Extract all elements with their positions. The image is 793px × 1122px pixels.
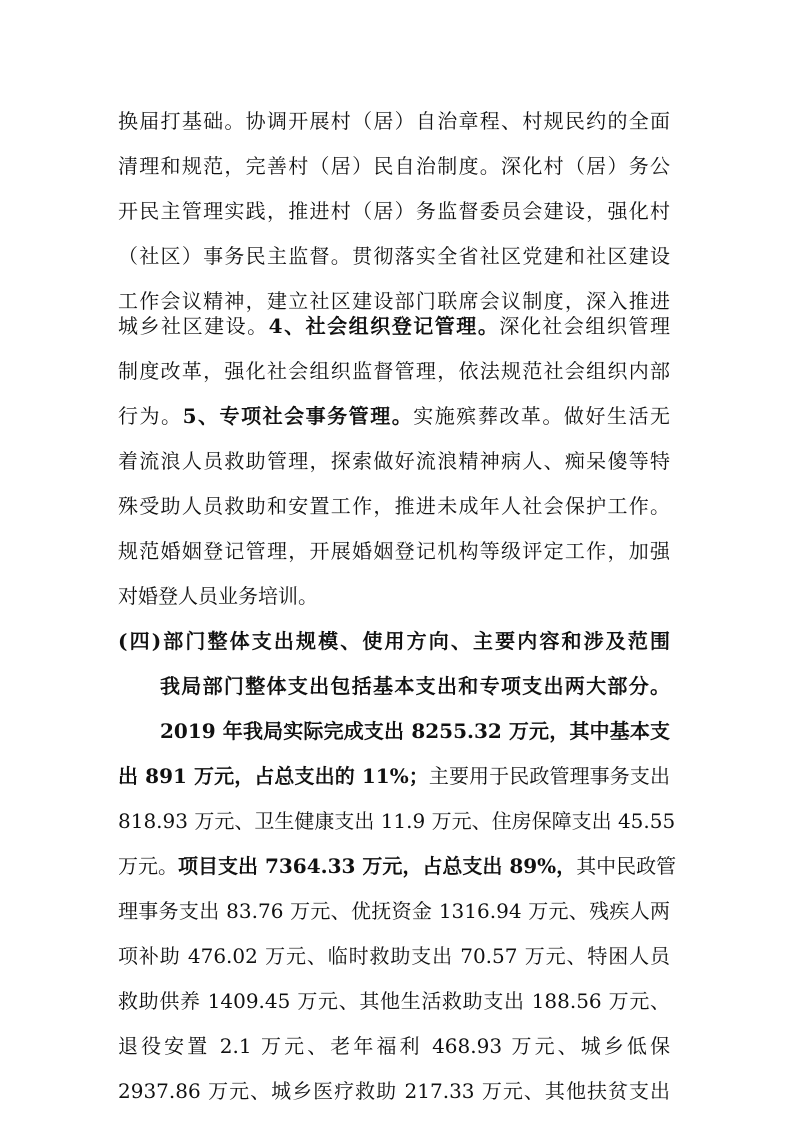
text-segment: 退役安置 2.1 万元、老年福利 468.93 万元、城乡低保 xyxy=(118,1034,670,1058)
text-segment: 换届打基础。协调开展村（居）自治章程、村规民约的全面 xyxy=(118,109,670,133)
paragraph-line xyxy=(118,306,670,346)
text-segment: 殊受助人员救助和安置工作，推进未成年人社会保护工作。 xyxy=(118,494,670,518)
paragraph-line xyxy=(118,441,670,481)
text-segment: 2019 年我局实际完成支出 8255.32 万元，其中基本支 xyxy=(160,719,670,743)
paragraph-line xyxy=(118,936,670,976)
text-segment: 我局部门整体支出包括基本支出和专项支出两大部分。 xyxy=(160,674,670,698)
text-segment: 救助供养 1409.45 万元、其他生活救助支出 188.56 万元、 xyxy=(118,989,670,1013)
text-segment: 2937.86 万元、城乡医疗救助 217.33 万元、其他扶贫支出 xyxy=(118,1079,670,1103)
text-segment: 主要用于民政管理事务支出 xyxy=(428,764,670,788)
paragraph-line xyxy=(118,891,670,931)
text-segment: 规范婚姻登记管理，开展婚姻登记机构等级评定工作，加强 xyxy=(118,539,670,563)
paragraph-line xyxy=(118,396,670,436)
paragraph-line xyxy=(118,486,670,526)
paragraph-line xyxy=(118,1071,670,1111)
section-heading xyxy=(118,621,670,661)
paragraph-line xyxy=(118,1026,670,1066)
paragraph-line xyxy=(118,351,670,391)
paragraph-line xyxy=(118,846,677,886)
paragraph-line xyxy=(160,666,670,706)
paragraph-line xyxy=(160,711,670,751)
text-segment: 实施殡葬改革。做好生活无 xyxy=(413,404,671,428)
text-segment: 其中民政管 xyxy=(576,854,677,878)
section-title-social-organization: 4、社会组织登记管理。 xyxy=(268,314,500,338)
paragraph-line xyxy=(118,801,676,841)
text-segment: 清理和规范，完善村（居）民自治制度。深化村（居）务公 xyxy=(118,154,670,178)
paragraph-line xyxy=(118,756,670,796)
paragraph-line xyxy=(118,981,670,1021)
text-segment: 开民主管理实践，推进村（居）务监督委员会建设，强化村 xyxy=(118,199,670,223)
heading-text: (四)部门整体支出规模、使用方向、主要内容和涉及范围 xyxy=(118,629,670,653)
text-segment: 出 891 万元，占总支出的 11%； xyxy=(118,764,429,788)
paragraph-line xyxy=(118,531,670,571)
text-segment: 项目支出 7364.33 万元，占总支出 89%， xyxy=(178,854,577,878)
paragraph-line xyxy=(118,146,670,186)
paragraph-line xyxy=(118,236,670,276)
text-segment: 万元。 xyxy=(118,854,178,878)
text-segment: 818.93 万元、卫生健康支出 11.9 万元、住房保障支出 45.55 xyxy=(118,809,676,833)
text-segment: 对婚登人员业务培训。 xyxy=(118,584,318,608)
text-segment: 工作会议精神，建立社区建设部门联席会议制度，深入推进 xyxy=(118,289,670,313)
text-segment: 城乡社区建设。 xyxy=(118,314,269,338)
text-segment: 理事务支出 83.76 万元、优抚资金 1316.94 万元、残疾人两 xyxy=(118,899,670,923)
paragraph-line xyxy=(118,191,670,231)
section-title-special-affairs: 5、专项社会事务管理。 xyxy=(182,404,414,428)
text-segment: 行为。 xyxy=(118,404,183,428)
paragraph-line xyxy=(118,576,670,616)
text-segment: 制度改革，强化社会组织监督管理，依法规范社会组织内部 xyxy=(118,359,670,383)
text-segment: 深化社会组织管理 xyxy=(499,314,671,338)
text-segment: 着流浪人员救助管理，探索做好流浪精神病人、痴呆傻等特 xyxy=(118,449,670,473)
paragraph-line xyxy=(118,101,670,141)
text-segment: （社区）事务民主监督。贯彻落实全省社区党建和社区建设 xyxy=(118,244,670,268)
text-segment: 项补助 476.02 万元、临时救助支出 70.57 万元、特困人员 xyxy=(118,944,670,968)
